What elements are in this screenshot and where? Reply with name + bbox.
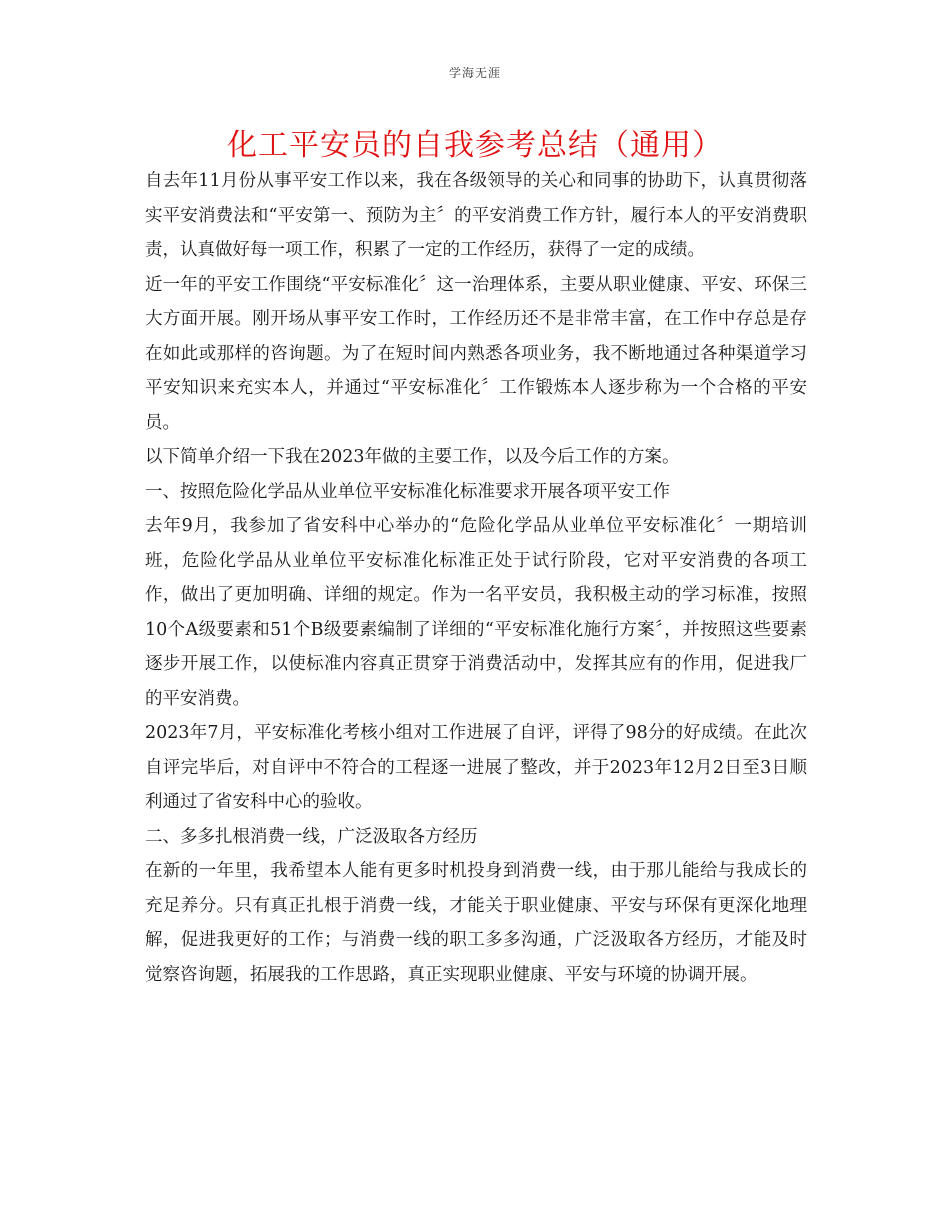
paragraph: 自去年11月份从事平安工作以来，我在各级领导的关心和同事的协助下，认真贯彻落实平安消费法和“平安第一、预防为主〞的平安消费工作方针，履行本人的平安消费职责，认真做好每一项工作，积累了一定的工作经历，获得了一定的成绩。 (145, 171, 807, 260)
section-heading: 一、按照危险化学品从业单位平安标准化标准要求开展各项平安工作 (145, 481, 670, 502)
paragraph: 2023年7月，平安标准化考核小组对工作进展了自评，评得了98分的好成绩。在此次自评完毕后，对自评中不符合的工程逐一进展了整改，并于2023年12月2日至3日顺利通过了省安科中心的验收。 (145, 723, 807, 812)
section-heading: 二、多多扎根消费一线，广泛汲取各方经历 (145, 826, 478, 847)
paragraph: 去年9月，我参加了省安科中心举办的“危险化学品从业单位平安标准化〞一期培训班，危险化学品从业单位平安标准化标准正处于试行阶段，它对平安消费的各项工作，做出了更加明确、详细的规定。作为一名平安员，我积极主动的学习标准，按照10个A级要素和51个B级要素编制了详细的“平安标准化施行方案〞，并按照这些要素逐步开展工作，以使标准内容真正贯穿于消费活动中，发挥其应有的作用，促进我厂的平安消费。 (145, 516, 807, 709)
page-header: 学海无涯 (448, 66, 501, 80)
document-body (145, 164, 807, 992)
paragraph: 在新的一年里，我希望本人能有更多时机投身到消费一线，由于那儿能给与我成长的充足养分。只有真正扎根于消费一线，才能关于职业健康、平安与环保有更深化地理解，促进我更好的工作；与消费一线的职工多多沟通，广泛汲取各方经历，才能及时觉察咨询题，拓展我的工作思路，真正实现职业健康、平安与环境的协调开展。 (145, 861, 807, 985)
paragraph: 以下简单介绍一下我在2023年做的主要工作，以及今后工作的方案。 (145, 447, 680, 467)
document-title: 化工平安员的自我参考总结（通用） (227, 128, 723, 163)
paragraph: 近一年的平安工作围绕“平安标准化〞这一治理体系，主要从职业健康、平安、环保三大方面开展。刚开场从事平安工作时，工作经历还不是非常丰富，在工作中存总是存在如此或那样的咨询题。为了在短时间内熟悉各项业务，我不断地通过各种渠道学习平安知识来充实本人，并通过“平安标准化〞工作锻炼本人逐步称为一个合格的平安员。 (145, 274, 807, 433)
